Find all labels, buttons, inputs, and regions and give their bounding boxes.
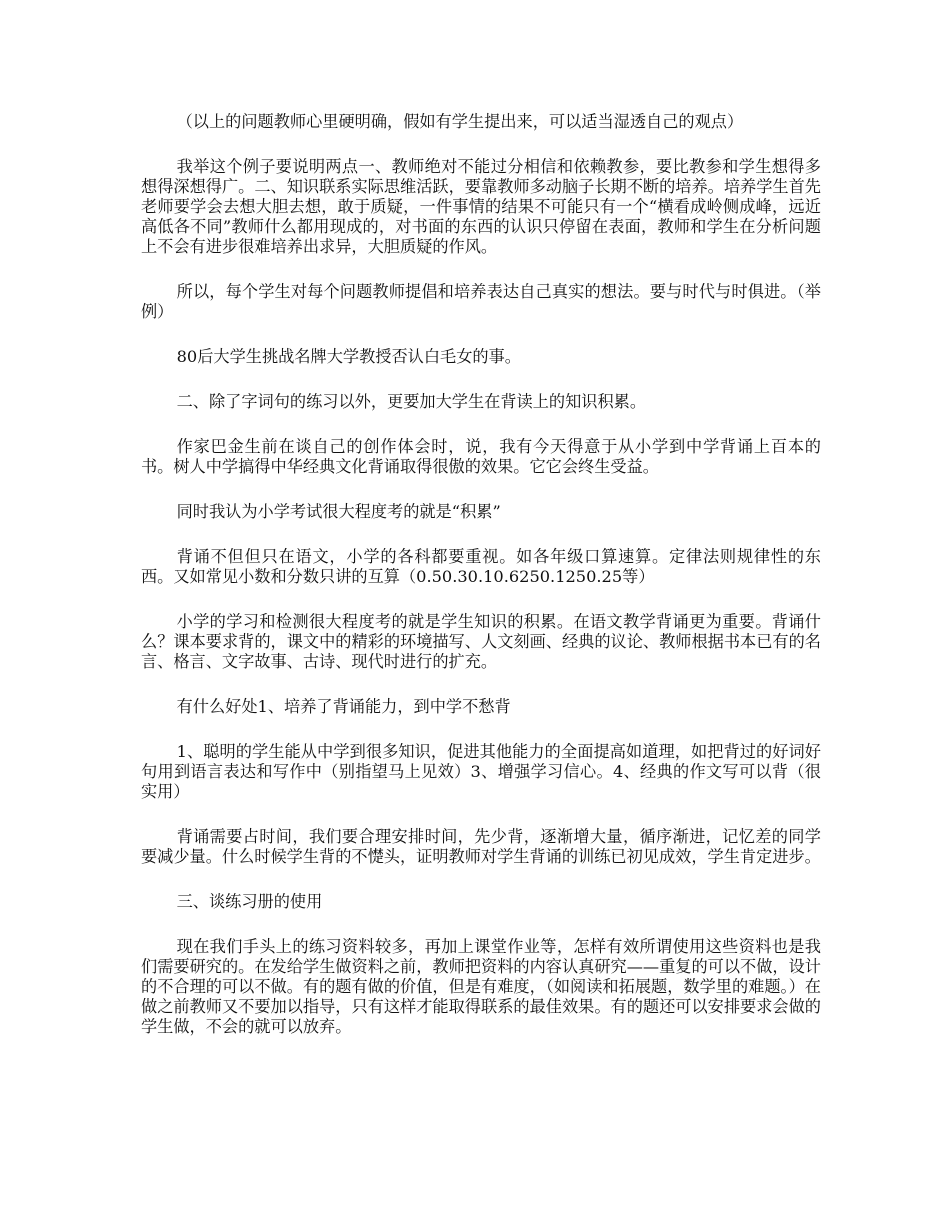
paragraph: 小学的学习和检测很大程度考的就是学生知识的积累。在语文教学背诵更为重要。背诵什么？课本要求背的，课文中的精彩的环境描写、人文刻画、经典的议论、教师根据书本已有的名言、格言、文字故事、古诗、现代时进行的扩充。 (141, 612, 821, 671)
paragraph: 现在我们手头上的练习资料较多，再加上课堂作业等，怎样有效所谓使用这些资料也是我们需要研究的。在发给学生做资料之前，教师把资料的内容认真研究——重复的可以不做，设计的不合理的可以不做。有的题有做的价值，但是有难度，（如阅读和拓展题，数学里的难题。）在做之前教师又不要加以指导，只有这样才能取得联系的最佳效果。有的题还可以安排要求会做的学生做，不会的就可以放弃。 (141, 937, 821, 1036)
paragraph: 背诵不但但只在语文，小学的各科都要重视。如各年级口算速算。定律法则规律性的东西。又如常见小数和分数只讲的互算（0.50.30.10.6250.1250.25等） (141, 547, 821, 586)
paragraph: 我举这个例子要说明两点一、教师绝对不能过分相信和依赖教参，要比教参和学生想得多想得深想得广。二、知识联系实际思维活跃，要靠教师多动脑子长期不断的培养。培养学生首先老师要学会去想大胆去想，敢于质疑，一件事情的结果不可能只有一个“横看成岭侧成峰，远近高低各不同”教师什么都用现成的，对书面的东西的认识只停留在表面，教师和学生在分析问题上不会有进步很难培养出求异，大胆质疑的作风。 (141, 157, 821, 256)
paragraph: （以上的问题教师心里硬明确，假如有学生提出来，可以适当湿透自己的观点） (176, 112, 744, 131)
paragraph: 同时我认为小学考试很大程度考的就是“积累” (176, 502, 501, 521)
document-body (141, 112, 821, 1037)
paragraph: 背诵需要占时间，我们要合理安排时间，先少背，逐渐增大量，循序渐进，记忆差的同学要减少量。什么时候学生背的不憷头，证明教师对学生背诵的训练已初见成效，学生肯定进步。 (141, 827, 821, 866)
paragraph: 所以，每个学生对每个问题教师提倡和培养表达自己真实的想法。要与时代与时俱进。（举例） (141, 282, 821, 321)
section-heading: 三、谈练习册的使用 (176, 892, 323, 911)
paragraph: 有什么好处1、培养了背诵能力，到中学不愁背 (176, 697, 511, 716)
paragraph: 1、聪明的学生能从中学到很多知识，促进其他能力的全面提高如道理，如把背过的好词好句用到语言表达和写作中（别指望马上见效）3、增强学习信心。4、经典的作文写可以背（很实用） (141, 742, 821, 801)
paragraph: 作家巴金生前在谈自己的创作体会时，说，我有今天得意于从小学到中学背诵上百本的书。树人中学搞得中华经典文化背诵取得很傲的效果。它它会终生受益。 (141, 437, 821, 476)
section-heading: 二、除了字词句的练习以外，更要加大学生在背读上的知识积累。 (176, 392, 647, 411)
paragraph: 80后大学生挑战名牌大学教授否认白毛女的事。 (176, 347, 521, 366)
